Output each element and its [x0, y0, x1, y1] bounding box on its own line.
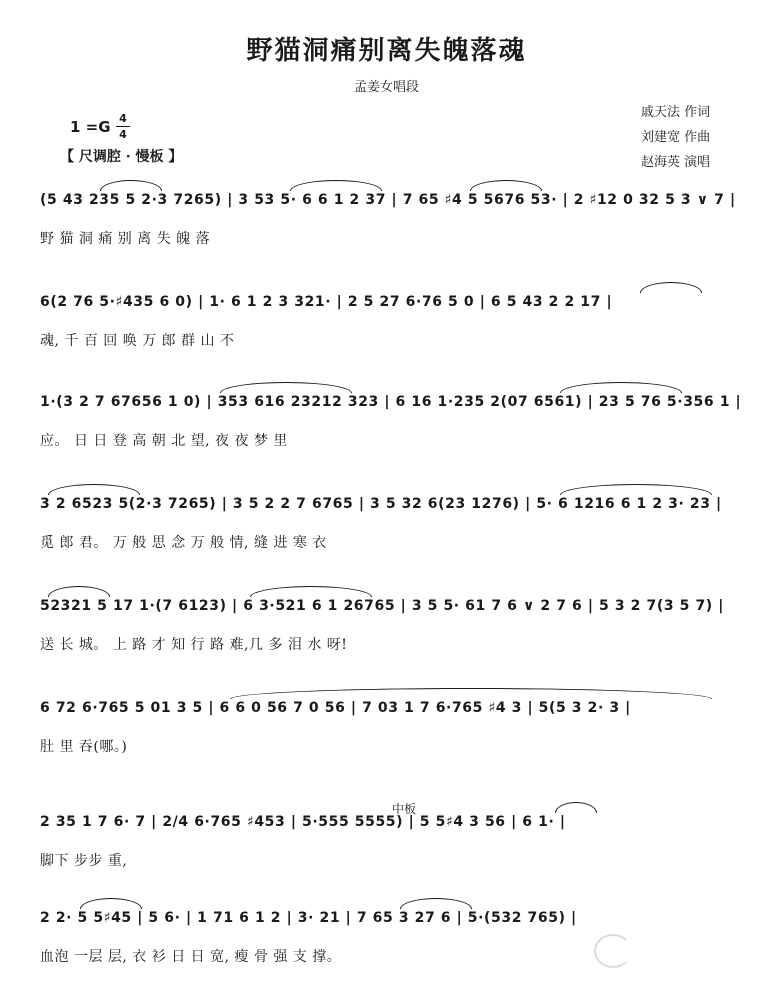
time-signature-rule	[116, 126, 130, 127]
notation-line: 1·(3 2 7 67656 1 0) | 353 616 23212 323 | 6 16 1·235 2(07 6561) | 23 5 76 5·356 1 |	[40, 394, 742, 410]
watermark-logo	[592, 930, 762, 980]
lyrics-line: 肚 里 吞(哪。)	[40, 739, 128, 755]
slur-mark	[48, 484, 140, 495]
lyrics-line: 送 长 城。 上 路 才 知 行 路 难,几 多 泪 水 呀!	[40, 637, 348, 653]
slur-mark	[470, 180, 542, 191]
time-signature-top: 4	[119, 112, 127, 125]
slur-mark	[100, 180, 162, 191]
slur-mark	[250, 586, 372, 597]
song-title: 野猫洞痛别离失魄落魂	[246, 36, 527, 66]
notation-line: 3 2 6523 5(2·3 7265) | 3 5 2 2 7 6765 | 3 5 32 6(23 1276) | 5· 6 1216 6 1 2 3· 23 |	[40, 496, 722, 512]
song-subtitle: 孟姜女唱段	[353, 80, 419, 95]
lyrics-line: 应。 日 日 登 高 朝 北 望, 夜 夜 梦 里	[40, 433, 288, 449]
notation-line: 2 2· 5 5♯45 | 5 6· | 1 71 6 1 2 | 3· 21 | 7 65 3 27 6 | 5·(532 765) |	[40, 910, 577, 926]
credit-composer: 刘建宽 作曲	[641, 130, 711, 145]
watermark-swirl-icon	[594, 934, 632, 968]
key-signature: 1 =G	[70, 118, 111, 136]
credits	[641, 100, 710, 175]
slur-mark	[560, 484, 712, 495]
slur-mark	[555, 802, 597, 813]
slur-mark	[230, 688, 712, 699]
slur-mark	[400, 898, 472, 909]
lyrics-line: 野 猫 洞 痛 别 离 失 魄 落	[40, 231, 211, 247]
lyrics-line: 魂, 千 百 回 唤 万 郎 群 山 不	[40, 333, 235, 349]
notation-line: 52321 5 17 1·(7 6123) | 6 3·521 6 1 26765 | 3 5 5· 61 7 6 ∨ 2 7 6 | 5 3 2 7(3 5 7) |	[40, 598, 724, 614]
slur-mark	[640, 282, 702, 293]
credit-lyricist: 戚天法 作词	[641, 105, 711, 120]
notation-line: 6 72 6·765 5 01 3 5 | 6 6 0 56 7 0 56 | 7 03 1 7 6·765 ♯4 3 | 5(5 3 2· 3 |	[40, 700, 631, 716]
slur-mark	[220, 382, 352, 393]
lyrics-line: 血泡 一层 层, 衣 衫 日 日 宽, 瘦 骨 强 支 撑。	[40, 949, 342, 965]
slur-mark	[290, 180, 382, 191]
lyrics-line: 脚下 步步 重,	[40, 853, 128, 869]
mode-label: 【 尺调腔 · 慢板 】	[60, 149, 183, 165]
slur-mark	[560, 382, 682, 393]
credit-performer: 赵海英 演唱	[641, 155, 711, 170]
notation-line: (5 43 235 5 2·3 7265) | 3 53 5· 6 6 1 2 37 | 7 65 ♯4 5 5676 53· | 2 ♯12 0 32 5 3 ∨ 7 |	[40, 192, 736, 208]
lyrics-line: 觅 郎 君。 万 般 思 念 万 般 情, 缝 进 寒 衣	[40, 535, 327, 551]
time-signature	[116, 112, 130, 141]
tempo-change-label: 中板	[392, 802, 417, 816]
slur-mark	[48, 586, 110, 597]
notation-line: 6(2 76 5·♯435 6 0) | 1· 6 1 2 3 321· | 2 5 27 6·76 5 0 | 6 5 43 2 2 17 |	[40, 294, 613, 310]
notation-line: 2 35 1 7 6· 7 | 2/4 6·765 ♯453 | 5·555 5555) | 5 5♯4 3 56 | 6 1· |	[40, 814, 566, 830]
slur-mark	[80, 898, 142, 909]
time-signature-bottom: 4	[119, 128, 127, 141]
